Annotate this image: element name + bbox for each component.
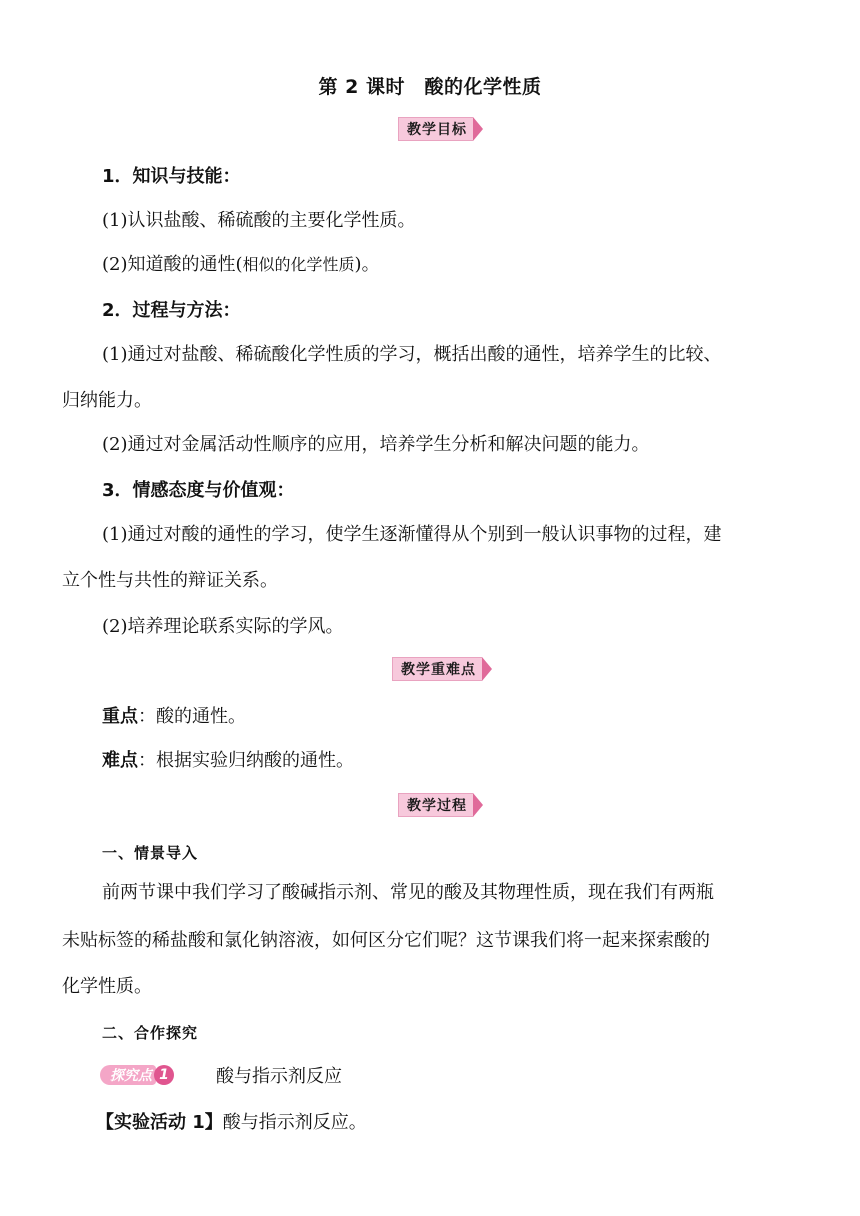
objectives-item-2-1-line1: (1)通过对盐酸、稀硫酸化学性质的学习，概括出酸的通性，培养学生的比较、 [102,344,722,365]
key-points-badge [392,658,492,680]
difficulty-line [102,748,842,774]
objectives-item-3-2: (2)培养理论联系实际的学风。 [102,616,344,637]
process-badge-label: 教学过程 [398,793,473,817]
difficulty-label: 难点 [102,750,138,771]
explore-point-badge [100,1064,174,1086]
focus-line [102,704,842,730]
section-heading-intro: 一、情景导入 [102,844,199,862]
difficulty-text: ：根据实验归纳酸的通性。 [138,750,354,771]
intro-line-2: 未贴标签的稀盐酸和氯化钠溶液，如何区分它们呢？这节课我们将一起来探索酸的 [62,930,710,951]
activity-label: 【实验活动 1】 [96,1112,223,1133]
explore-point-title: 酸与指示剂反应 [216,1066,342,1087]
lesson-title: 第 2 课时 酸的化学性质 [318,76,542,98]
badge-arrow-icon [473,117,483,141]
text-segment: (2)知道酸的通性( [102,254,243,275]
intro-line-1: 前两节课中我们学习了酸碱指示剂、常见的酸及其物理性质，现在我们有两瓶 [102,882,714,903]
process-badge [398,794,483,816]
objectives-item-3-1-line2: 立个性与共性的辩证关系。 [62,570,278,591]
activity-text: 酸与指示剂反应。 [222,1112,367,1133]
objectives-heading-3: 3．情感态度与价值观： [102,480,295,501]
focus-label: 重点 [102,706,138,727]
objectives-heading-2: 2．过程与方法： [102,300,241,321]
objectives-badge [398,118,483,140]
explore-point-number: 1 [154,1065,174,1085]
objectives-heading-1: 1．知识与技能： [102,166,241,187]
objectives-badge-label: 教学目标 [398,117,473,141]
objectives-item-1-1: (1)认识盐酸、稀硫酸的主要化学性质。 [102,210,416,231]
objectives-item-3-1-line1: (1)通过对酸的通性的学习，使学生逐渐懂得从个别到一般认识事物的过程，建 [102,524,722,545]
activity-line [96,1110,836,1136]
objectives-item-1-2 [102,252,842,278]
key-points-badge-label: 教学重难点 [392,657,482,681]
section-heading-explore: 二、合作探究 [102,1024,199,1042]
explore-point-label: 探究点 [100,1065,156,1085]
text-segment: )。 [354,254,380,275]
badge-arrow-icon [473,793,483,817]
focus-text: ：酸的通性。 [138,706,246,727]
text-segment-small: 相似的化学性质 [242,255,355,274]
intro-line-3: 化学性质。 [62,976,152,997]
objectives-item-2-1-line2: 归纳能力。 [62,390,152,411]
objectives-item-2-2: (2)通过对金属活动性顺序的应用，培养学生分析和解决问题的能力。 [102,434,650,455]
badge-arrow-icon [482,657,492,681]
